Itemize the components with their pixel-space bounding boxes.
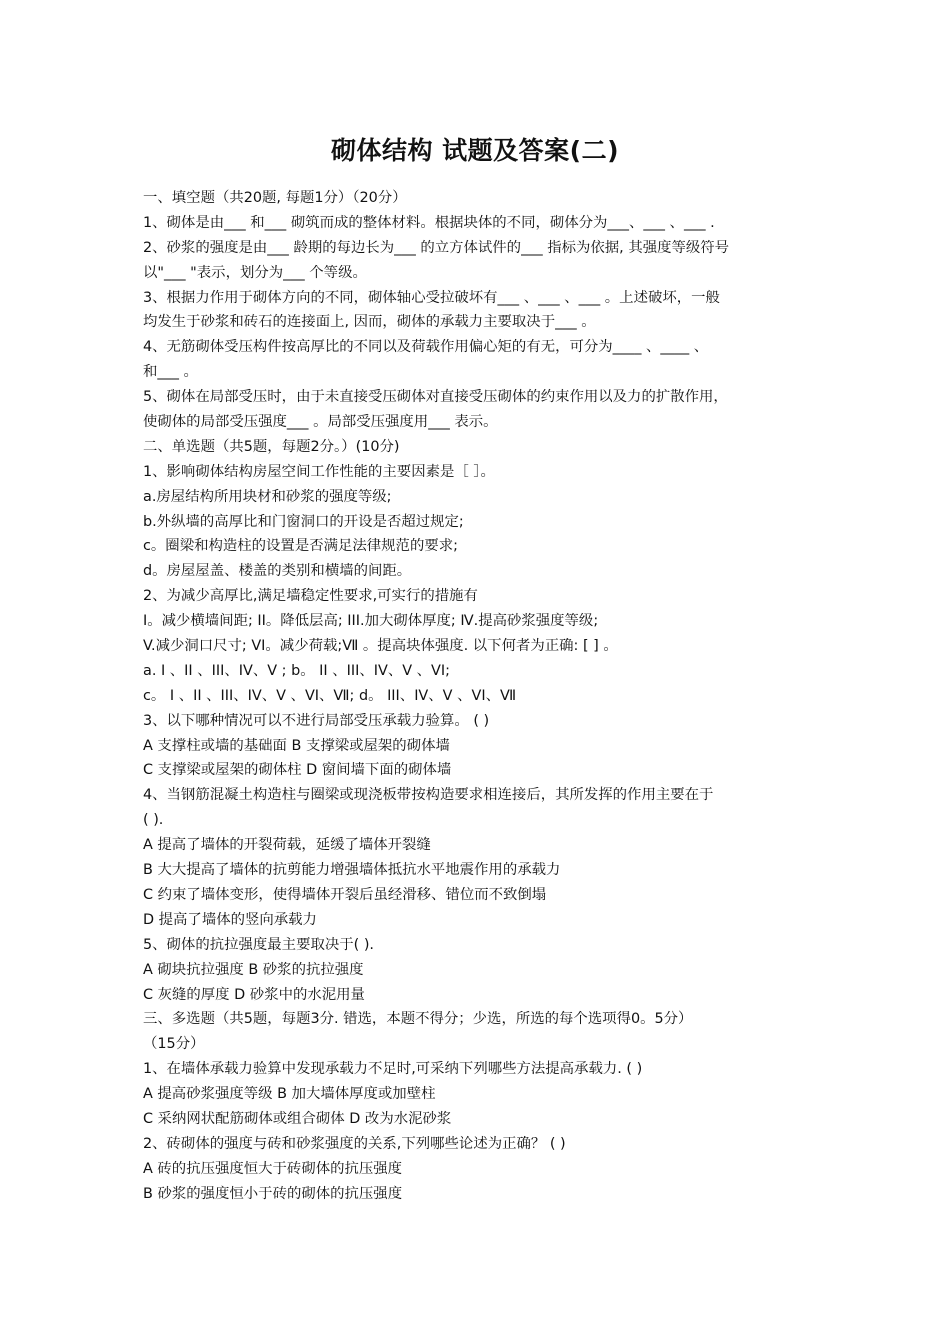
text-line: 二、单选题（共5题，每题2分。）(10分)	[143, 438, 400, 455]
text-line: 2、砂浆的强度是由___ 龄期的每边长为___ 的立方体试件的___ 指标为依据, 其强度等级符号	[143, 239, 730, 256]
text-line: 三、多选题（共5题，每题3分. 错选，本题不得分；少选，所选的每个选项得0。5分）	[143, 1011, 693, 1028]
text-line: 5、砌体的抗拉强度最主要取决于( ).	[143, 936, 375, 953]
text-line: C 支撑梁或屋架的砌体柱 D 窗间墙下面的砌体墙	[143, 762, 452, 779]
text-line: B 大大提高了墙体的抗剪能力增强墙体抵抗水平地震作用的承载力	[143, 862, 561, 879]
text-line: 1、影响砌体结构房屋空间工作性能的主要因素是［ ］。	[143, 463, 495, 480]
text-line: ( ).	[143, 812, 164, 829]
text-line: 1、在墙体承载力验算中发现承载力不足时,可采纳下列哪些方法提高承载力. ( )	[143, 1061, 643, 1078]
text-line: 和___ 。	[143, 364, 198, 381]
page-title: 砌体结构 试题及答案(二)	[330, 136, 620, 165]
document-body	[143, 186, 819, 1207]
text-line: 一、填空题（共20题, 每题1分）（20分）	[143, 190, 407, 206]
text-line: c。圈梁和构造柱的设置是否满足法律规范的要求;	[143, 538, 458, 555]
text-line: 4、无筋砌体受压构件按高厚比的不同以及荷载作用偏心矩的有无，可分为____ 、____ 、	[143, 339, 709, 356]
text-line: （15分）	[143, 1036, 205, 1053]
text-line: c。 I 、II 、III、IV、V 、VI、Ⅶ; d。 III、IV、V 、VI、Ⅶ	[143, 687, 517, 704]
text-line: 1、砌体是由___ 和___ 砌筑而成的整体材料。根据块体的不同，砌体分为___、___ 、___ .	[143, 214, 715, 231]
text-line: A 提高了墙体的开裂荷载，延缓了墙体开裂缝	[143, 837, 431, 854]
text-line: 4、当钢筋混凝土构造柱与圈梁或现浇板带按构造要求相连接后，其所发挥的作用主要在于	[143, 787, 714, 804]
text-line: a. I 、II 、III、IV、V ; b。 II 、III、IV、V 、VI;	[143, 662, 450, 679]
text-line: C 灰缝的厚度 D 砂浆中的水泥用量	[143, 986, 365, 1003]
text-line: 5、砌体在局部受压时，由于未直接受压砌体对直接受压砌体的约束作用以及力的扩散作用，	[143, 389, 728, 406]
text-line: D 提高了墙体的竖向承载力	[143, 911, 317, 928]
text-line: A 提高砂浆强度等级 B 加大墙体厚度或加壁柱	[143, 1086, 436, 1103]
text-line: C 采纳网状配筋砌体或组合砌体 D 改为水泥砂浆	[143, 1110, 452, 1127]
text-line: a.房屋结构所用块材和砂浆的强度等级;	[143, 488, 392, 505]
text-line: I。减少横墙间距; II。降低层高; III.加大砌体厚度; Ⅳ.提高砂浆强度等级;	[143, 613, 599, 630]
text-line: 2、砖砌体的强度与砖和砂浆强度的关系,下列哪些论述为正确？ ( )	[143, 1135, 566, 1152]
text-line: A 砌块抗拉强度 B 砂浆的抗拉强度	[143, 961, 364, 978]
text-line: 2、为减少高厚比,满足墙稳定性要求,可实行的措施有	[143, 588, 478, 605]
text-line: V.减少洞口尺寸; VI。减少荷载;Ⅶ 。提高块体强度. 以下何者为正确: [ ] 。	[143, 638, 618, 655]
text-line: A 支撑柱或墙的基础面 B 支撑梁或屋架的砌体墙	[143, 737, 450, 754]
text-line: d。房屋屋盖、楼盖的类别和横墙的间距。	[143, 563, 412, 580]
text-line: 3、以下哪种情况可以不进行局部受压承载力验算。 ( )	[143, 712, 490, 729]
text-line: b.外纵墙的高厚比和门窗洞口的开设是否超过规定;	[143, 513, 464, 530]
text-line: C 约束了墙体变形，使得墙体开裂后虽经滑移、错位而不致倒塌	[143, 886, 547, 903]
text-line: 使砌体的局部受压强度___ 。局部受压强度用___ 表示。	[143, 414, 498, 431]
text-line: 均发生于砂浆和砖石的连接面上, 因而，砌体的承载力主要取决于___ 。	[143, 314, 596, 331]
text-line: A 砖的抗压强度恒大于砖砌体的抗压强度	[143, 1160, 403, 1177]
text-line: B 砂浆的强度恒小于砖的砌体的抗压强度	[143, 1185, 403, 1202]
text-line: 3、根据力作用于砌体方向的不同，砌体轴心受拉破坏有___ 、___ 、___ 。上述破坏，一般	[143, 289, 720, 306]
text-line: 以"___ "表示，划分为___ 个等级。	[143, 264, 367, 281]
